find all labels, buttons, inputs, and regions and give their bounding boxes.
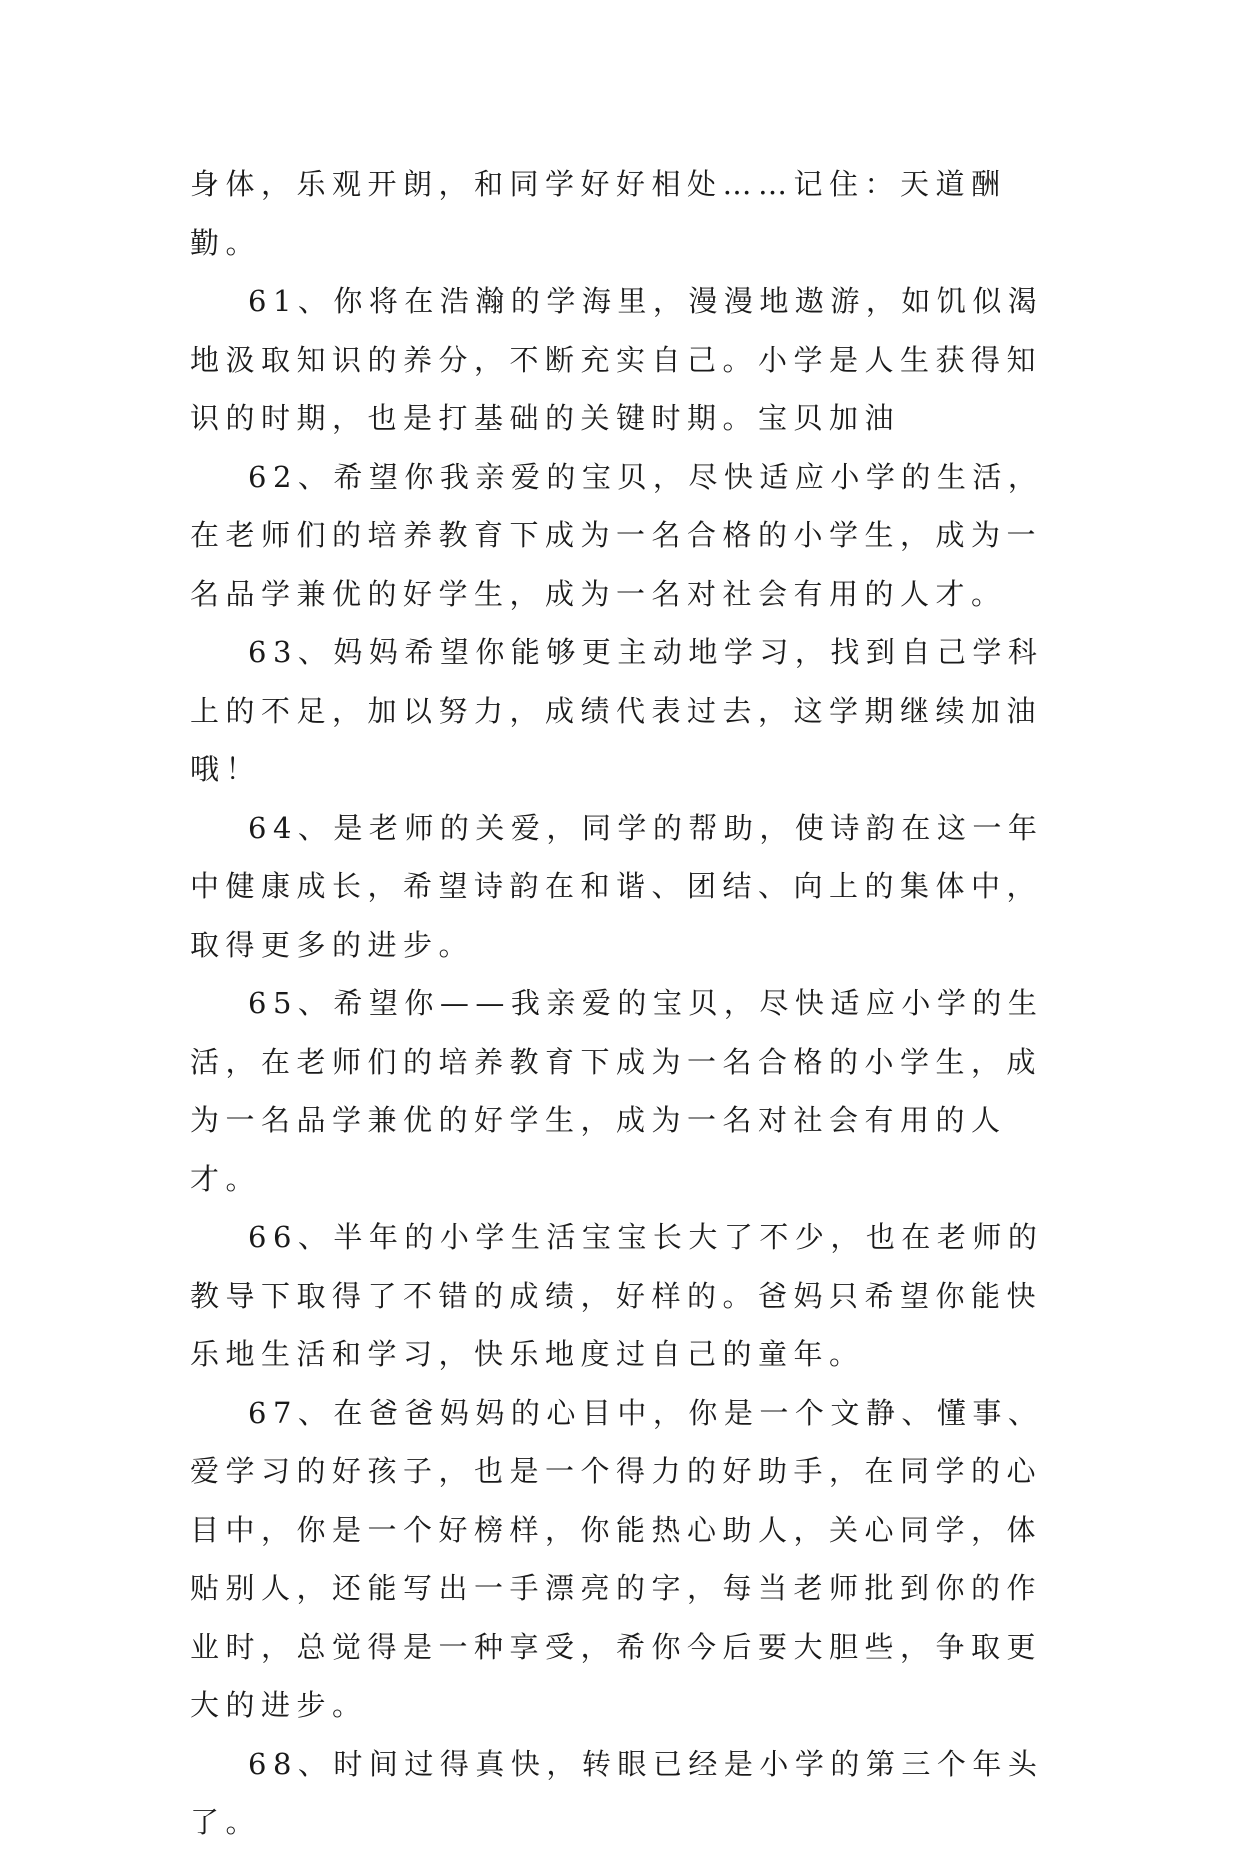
document-body (190, 155, 1070, 1852)
paragraph-61: 61、你将在浩瀚的学海里，漫漫地遨游，如饥似渴地汲取知识的养分，不断充实自己。小学是人生获得知识的时期，也是打基础的关键时期。宝贝加油 (190, 284, 1044, 435)
paragraph-66: 66、半年的小学生活宝宝长大了不少，也在老师的教导下取得了不错的成绩，好样的。爸妈只希望你能快乐地生活和学习，快乐地度过自己的童年。 (190, 1220, 1044, 1371)
paragraph-continuation: 身体，乐观开朗，和同学好好相处……记住：天道酬勤。 (190, 167, 1007, 260)
paragraph-63: 63、妈妈希望你能够更主动地学习，找到自己学科上的不足，加以努力，成绩代表过去，这学期继续加油哦！ (190, 635, 1044, 786)
paragraph-68: 68、时间过得真快，转眼已经是小学的第三个年头了。 (190, 1746, 1044, 1839)
paragraph-67: 67、在爸爸妈妈的心目中，你是一个文静、懂事、爱学习的好孩子，也是一个得力的好助手，在同学的心目中，你是一个好榜样，你能热心助人，关心同学，体贴别人，还能写出一手漂亮的字，每当老师批到你的作业时，总觉得是一种享受，希你今后要大胆些，争取更大的进步。 (190, 1395, 1044, 1722)
paragraph-65: 65、希望你——我亲爱的宝贝，尽快适应小学的生活，在老师们的培养教育下成为一名合格的小学生，成为一名品学兼优的好学生，成为一名对社会有用的人才。 (190, 986, 1044, 1196)
paragraph-64: 64、是老师的关爱，同学的帮助，使诗韵在这一年中健康成长，希望诗韵在和谐、团结、向上的集体中，取得更多的进步。 (190, 810, 1044, 962)
paragraph-62: 62、希望你我亲爱的宝贝，尽快适应小学的生活，在老师们的培养教育下成为一名合格的小学生，成为一名品学兼优的好学生，成为一名对社会有用的人才。 (190, 459, 1044, 611)
